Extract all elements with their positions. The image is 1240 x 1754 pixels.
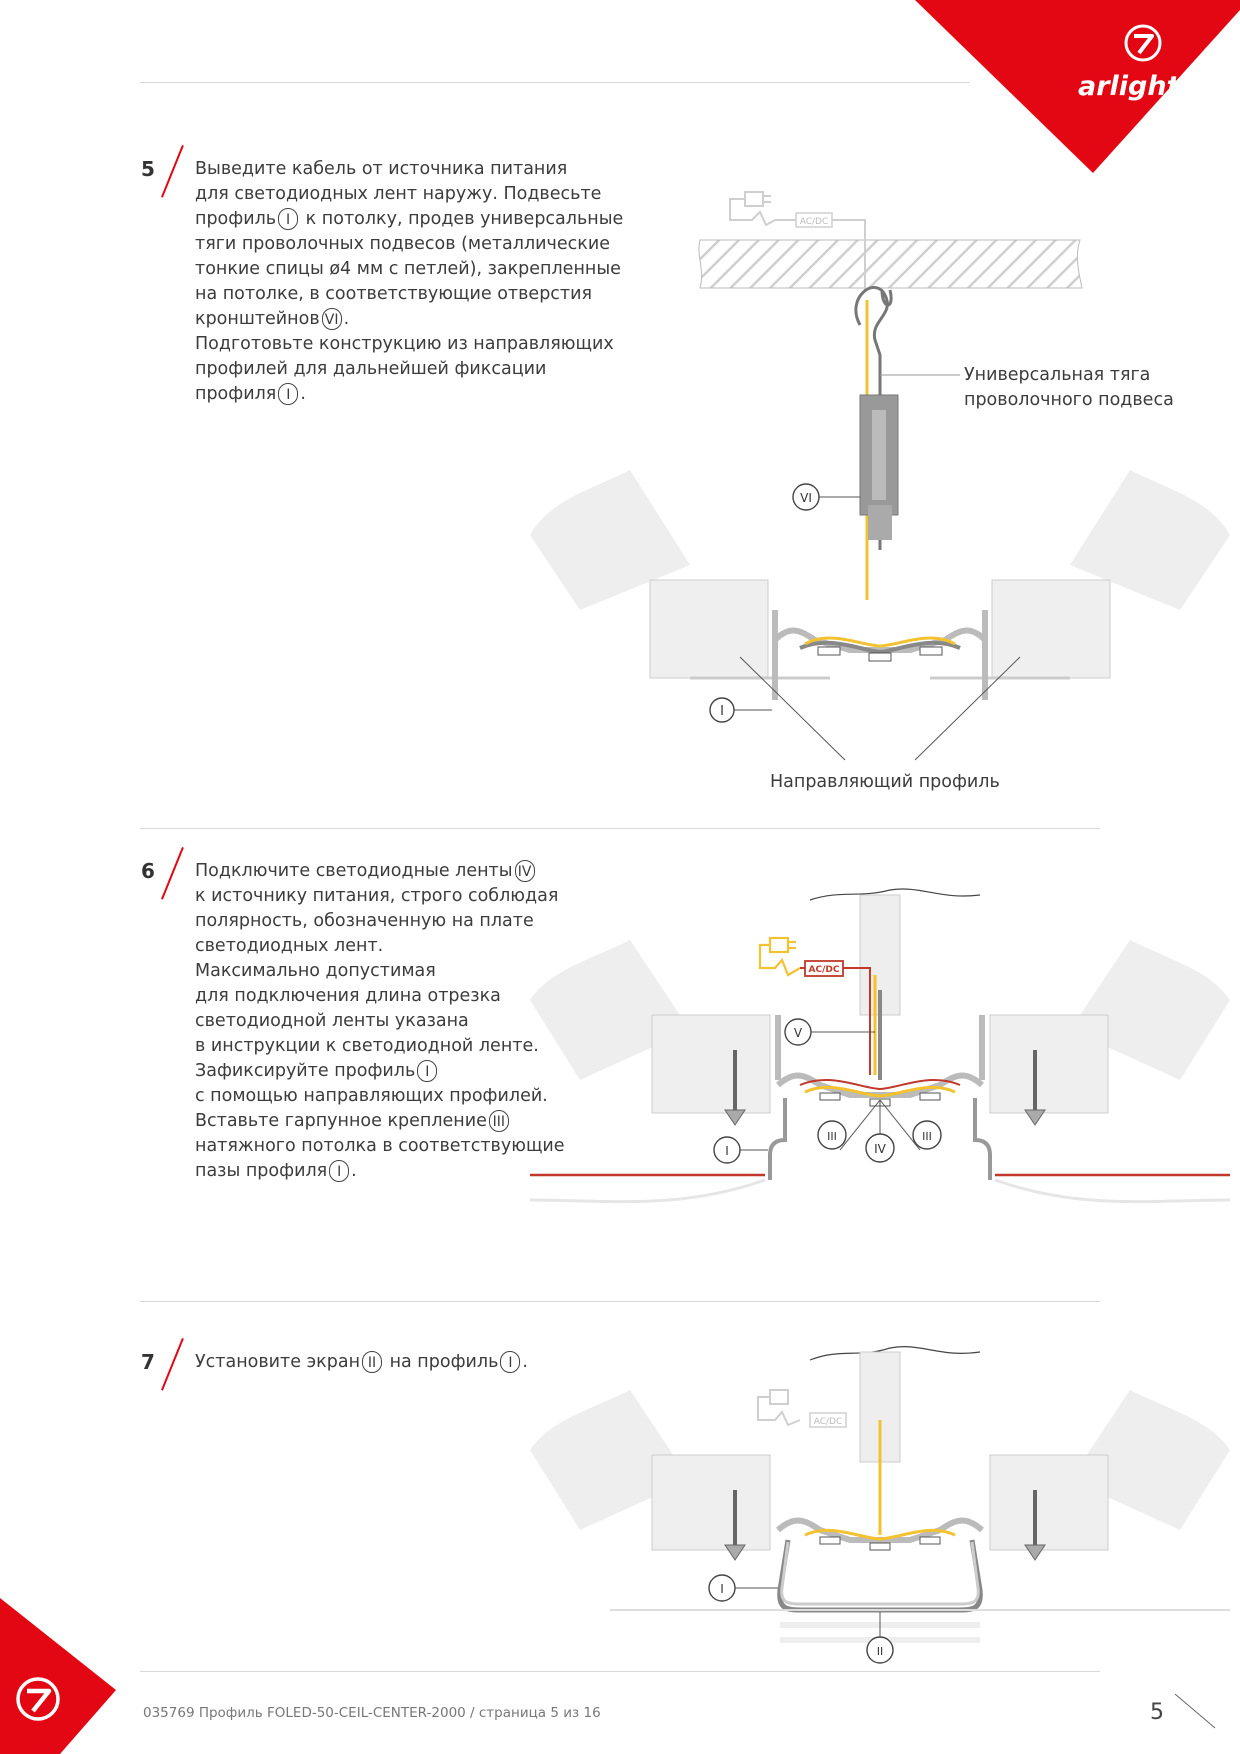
- instruction-line: [195, 884, 565, 909]
- instruction-text: для подключения длина отрезка: [195, 986, 501, 1006]
- divider-6-7: [140, 1301, 1100, 1302]
- instruction-line: [195, 1034, 565, 1059]
- step-instructions: [195, 1350, 528, 1375]
- instruction-line: [195, 959, 565, 984]
- step-divider-slash: [161, 1338, 184, 1391]
- instruction-text: полярность, обозначенную на плате: [195, 911, 534, 931]
- instruction-line: [195, 1159, 565, 1184]
- psu-label: AC/DC: [813, 1417, 843, 1427]
- figure-step-6: [530, 880, 1230, 1290]
- callout-guide-profile: Направляющий профиль: [770, 772, 1000, 792]
- footer-doc-info: 035769 Профиль FOLED-50-CEIL-CENTER-2000 / страница 5 из 16: [143, 1705, 601, 1721]
- instruction-text: светодиодных лент.: [195, 936, 384, 956]
- instruction-line: [195, 1059, 565, 1084]
- callout-rod: Универсальная тяга проволочного подвеса: [964, 365, 1174, 410]
- instruction-text: светодиодной ленты указана: [195, 1011, 469, 1031]
- instruction-text: Максимально допустимая: [195, 961, 436, 981]
- instruction-text: пазы профиля: [195, 1161, 328, 1181]
- instruction-text: в инструкции к светодиодной ленте.: [195, 1036, 539, 1056]
- badge-iii-left: III: [827, 1130, 837, 1143]
- instruction-line: [195, 1134, 565, 1159]
- step-number: 5: [141, 157, 155, 181]
- brand-corner-bottom: [0, 1598, 120, 1754]
- instruction-text: к источнику питания, строго соблюдая: [195, 886, 559, 906]
- instruction-text: к потолку, продев универсальные: [300, 209, 624, 229]
- part-badge: III: [489, 1110, 509, 1132]
- instruction-text: Выведите кабель от источника питания: [195, 159, 568, 179]
- badge-bracket: VI: [800, 491, 812, 505]
- figure-step-7: [530, 1330, 1230, 1670]
- instruction-text: натяжного потолка в соответствующие: [195, 1136, 565, 1156]
- part-badge: I: [417, 1060, 437, 1082]
- badge-iii-right: III: [922, 1130, 932, 1143]
- step-number: 7: [141, 1350, 155, 1374]
- badge-i: I: [720, 1582, 724, 1596]
- instruction-text: на профиль: [384, 1352, 499, 1372]
- plug-icon: [730, 192, 775, 225]
- psu-label: AC/DC: [799, 217, 829, 227]
- badge-ii: II: [876, 1645, 884, 1658]
- instruction-text: .: [300, 384, 306, 404]
- instruction-text: для светодиодных лент наружу. Подвесьте: [195, 184, 602, 204]
- instruction-text: Вставьте гарпунное крепление: [195, 1111, 487, 1131]
- instruction-line: [195, 859, 565, 884]
- badge-iv: IV: [874, 1142, 886, 1156]
- instruction-line: [195, 1109, 565, 1134]
- part-badge: IV: [515, 860, 535, 882]
- instruction-text: Установите экран: [195, 1352, 361, 1372]
- instruction-text: Подключите светодиодные ленты: [195, 861, 513, 881]
- divider-footer: [140, 1671, 1100, 1672]
- instruction-text: кронштейнов: [195, 309, 320, 329]
- instruction-text: тяги проволочных подвесов (металлические: [195, 234, 610, 254]
- part-badge: I: [278, 208, 298, 230]
- divider-5-6: [140, 828, 1100, 829]
- instruction-text: профилей для дальнейшей фиксации: [195, 359, 547, 379]
- badge-profile: I: [720, 704, 724, 719]
- instruction-text: тонкие спицы ø4 мм с петлей), закрепленные: [195, 259, 621, 279]
- page-number-slash: [1170, 1692, 1220, 1732]
- instruction-line: [195, 934, 565, 959]
- instruction-text: .: [343, 309, 350, 329]
- step-number: 6: [141, 859, 155, 883]
- brand-corner: [915, 0, 1240, 175]
- step-instructions: [195, 859, 565, 1184]
- psu-label: AC/DC: [808, 965, 840, 975]
- badge-v: V: [793, 1026, 803, 1040]
- part-badge: I: [500, 1351, 520, 1373]
- figure-step-5: [530, 170, 1230, 800]
- instruction-line: [195, 984, 565, 1009]
- part-badge: I: [329, 1160, 349, 1182]
- instruction-line: [195, 1084, 565, 1109]
- plug-icon: [760, 938, 800, 975]
- page-number: 5: [1150, 1700, 1164, 1725]
- instruction-text: на потолке, в соответствующие отверстия: [195, 284, 593, 304]
- logo-text: arlight: [1078, 71, 1180, 102]
- instruction-text: профиль: [195, 209, 277, 229]
- instruction-text: Подготовьте конструкцию из направляющих: [195, 334, 614, 354]
- instruction-line: [195, 1350, 528, 1375]
- part-badge: VI: [322, 308, 342, 330]
- instruction-text: с помощью направляющих профилей.: [195, 1086, 548, 1106]
- instruction-line: [195, 909, 565, 934]
- instruction-text: профиля: [195, 384, 277, 404]
- badge-i: I: [725, 1144, 729, 1158]
- plug-icon: [758, 1390, 800, 1425]
- instruction-text: .: [522, 1352, 528, 1372]
- part-badge: II: [362, 1351, 382, 1373]
- instruction-text: Зафиксируйте профиль: [195, 1061, 416, 1081]
- instruction-line: [195, 1009, 565, 1034]
- step-divider-slash: [161, 145, 184, 198]
- instruction-text: .: [351, 1161, 357, 1181]
- part-badge: I: [278, 383, 298, 405]
- step-divider-slash: [161, 847, 184, 900]
- divider-top: [140, 82, 970, 83]
